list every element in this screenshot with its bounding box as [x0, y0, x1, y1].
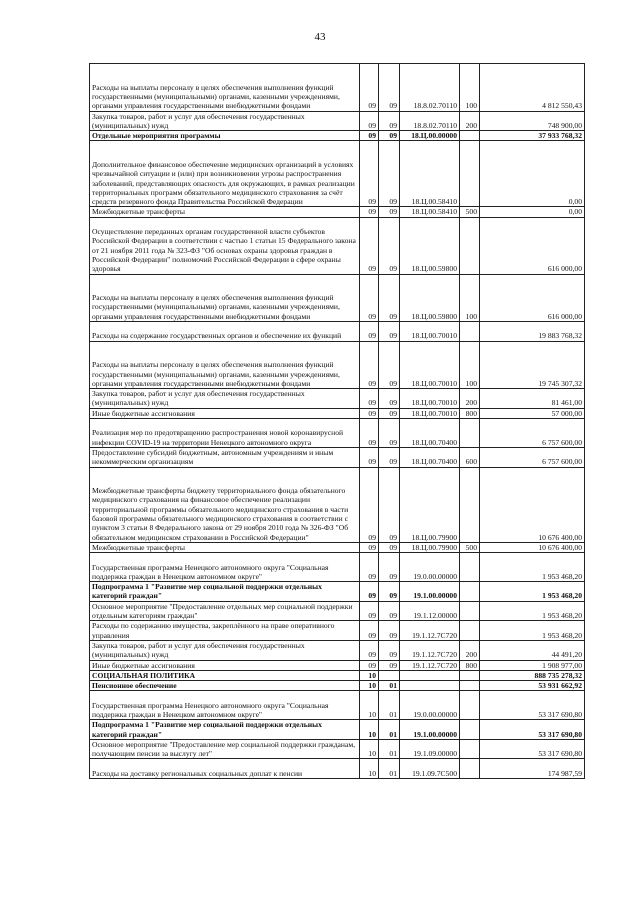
row-section-cell: 10 [360, 691, 379, 720]
row-amount-cell: 1 953 468,20 [480, 621, 585, 641]
row-section-cell: 09 [360, 408, 379, 418]
row-subsection-cell: 09 [379, 322, 400, 342]
row-name-cell: Закупка товаров, работ и услуг для обеспечения государственных (муниципальных) нужд [90, 389, 360, 409]
table-row [90, 739, 585, 759]
row-subsection-cell: 09 [379, 141, 400, 207]
page-number: 43 [314, 31, 326, 43]
row-subsection-cell: 09 [379, 467, 400, 542]
row-subsection-cell [379, 670, 400, 680]
row-amount-cell: 6 757 600,00 [480, 447, 585, 467]
row-name-cell: Отдельные мероприятия программы [90, 131, 360, 141]
row-amount-cell: 748 900,00 [480, 111, 585, 131]
table-row [90, 274, 585, 322]
row-subsection-cell: 09 [379, 582, 400, 602]
row-target-article-cell [400, 681, 460, 691]
row-expense-type-cell [460, 217, 480, 274]
row-target-article-cell: 18.Ц.00.00000 [400, 131, 460, 141]
row-expense-type-cell [460, 691, 480, 720]
row-subsection-cell: 09 [379, 217, 400, 274]
row-name-cell: Предоставление субсидий бюджетным, автономным учреждениям и иным некоммерческим организациям [90, 447, 360, 467]
row-amount-cell: 1 908 977,00 [480, 660, 585, 670]
row-name-cell: СОЦИАЛЬНАЯ ПОЛИТИКА [90, 670, 360, 680]
row-name-cell: Государственная программа Ненецкого автономного округа "Социальная поддержка граждан в Ненецком автономном округе" [90, 691, 360, 720]
table-row [90, 582, 585, 602]
row-amount-cell: 53 931 662,92 [480, 681, 585, 691]
row-amount-cell: 4 812 550,43 [480, 64, 585, 112]
row-subsection-cell: 09 [379, 207, 400, 217]
row-amount-cell: 81 461,00 [480, 389, 585, 409]
row-amount-cell: 19 745 307,32 [480, 341, 585, 389]
row-subsection-cell: 09 [379, 640, 400, 660]
row-expense-type-cell: 500 [460, 207, 480, 217]
row-subsection-cell: 09 [379, 131, 400, 141]
row-section-cell: 10 [360, 759, 379, 779]
row-expense-type-cell: 200 [460, 640, 480, 660]
table-row [90, 640, 585, 660]
row-amount-cell: 53 317 690,80 [480, 691, 585, 720]
row-expense-type-cell: 200 [460, 389, 480, 409]
row-name-cell: Подпрограмма 1 "Развитие мер социальной поддержки отдельных категорий граждан" [90, 720, 360, 740]
row-amount-cell: 174 987,59 [480, 759, 585, 779]
row-name-cell: Осуществление переданных органам государственной власти субъектов Российской Федерации в соответствии с частью 1 статьи 15 Федерального закона от 21 ноября 2011 года № 323-ФЗ "Об основах охраны здоровья граждан в Российской Федерации" полномочий Российской Федерации в сфере охраны здоровья [90, 217, 360, 274]
row-target-article-cell: 18.8.02.70110 [400, 64, 460, 112]
row-subsection-cell: 09 [379, 660, 400, 670]
row-name-cell: Закупка товаров, работ и услуг для обеспечения государственных (муниципальных) нужд [90, 111, 360, 131]
row-name-cell: Основное мероприятие "Предоставление мер социальной поддержки гражданам, получающим пенсии за выслугу лет" [90, 739, 360, 759]
table-row [90, 447, 585, 467]
table-row [90, 64, 585, 112]
row-expense-type-cell: 200 [460, 111, 480, 131]
row-expense-type-cell: 600 [460, 447, 480, 467]
row-name-cell: Расходы на содержание государственных органов и обеспечение их функций [90, 322, 360, 342]
row-target-article-cell: 19.1.09.00000 [400, 739, 460, 759]
row-target-article-cell: 19.0.00.00000 [400, 691, 460, 720]
row-amount-cell: 10 676 400,00 [480, 467, 585, 542]
row-target-article-cell: 18.Ц.00.70400 [400, 419, 460, 448]
table-row [90, 467, 585, 542]
table-row [90, 131, 585, 141]
row-subsection-cell: 09 [379, 408, 400, 418]
row-amount-cell: 1 953 468,20 [480, 601, 585, 621]
table-row [90, 419, 585, 448]
row-amount-cell: 0,00 [480, 141, 585, 207]
row-expense-type-cell [460, 322, 480, 342]
row-amount-cell: 616 000,00 [480, 274, 585, 322]
row-subsection-cell: 09 [379, 389, 400, 409]
row-name-cell: Межбюджетные трансферты [90, 542, 360, 552]
budget-table [89, 63, 585, 779]
row-name-cell: Подпрограмма 1 "Развитие мер социальной поддержки отдельных категорий граждан" [90, 582, 360, 602]
table-row [90, 217, 585, 274]
row-target-article-cell: 19.1.09.7С500 [400, 759, 460, 779]
row-section-cell: 10 [360, 720, 379, 740]
row-section-cell: 09 [360, 542, 379, 552]
row-expense-type-cell [460, 582, 480, 602]
row-subsection-cell: 09 [379, 542, 400, 552]
row-name-cell: Расходы на выплаты персоналу в целях обеспечения выполнения функций государственными (муниципальными) органами, казенными учреждениями, органами управления государственными внебюджетными фондами [90, 341, 360, 389]
row-subsection-cell: 09 [379, 447, 400, 467]
table-row [90, 207, 585, 217]
row-expense-type-cell: 100 [460, 341, 480, 389]
row-name-cell: Расходы по содержанию имущества, закреплённого на праве оперативного управления [90, 621, 360, 641]
row-target-article-cell: 18.Ц.00.70010 [400, 322, 460, 342]
row-name-cell: Государственная программа Ненецкого автономного округа "Социальная поддержка граждан в Ненецком автономном округе" [90, 553, 360, 582]
table-row [90, 322, 585, 342]
row-target-article-cell: 19.0.00.00000 [400, 553, 460, 582]
table-row [90, 389, 585, 409]
row-subsection-cell: 09 [379, 621, 400, 641]
row-amount-cell: 1 953 468,20 [480, 582, 585, 602]
row-section-cell: 09 [360, 640, 379, 660]
row-amount-cell: 6 757 600,00 [480, 419, 585, 448]
row-amount-cell: 37 933 768,32 [480, 131, 585, 141]
row-amount-cell: 888 735 278,32 [480, 670, 585, 680]
row-subsection-cell: 09 [379, 111, 400, 131]
row-target-article-cell: 19.1.00.00000 [400, 720, 460, 740]
table-row [90, 681, 585, 691]
table-row [90, 759, 585, 779]
table-row [90, 670, 585, 680]
row-amount-cell: 616 000,00 [480, 217, 585, 274]
row-section-cell: 10 [360, 670, 379, 680]
row-target-article-cell: 18.Ц.00.79900 [400, 467, 460, 542]
row-section-cell: 09 [360, 131, 379, 141]
row-target-article-cell: 18.Ц.00.70010 [400, 408, 460, 418]
row-name-cell: Иные бюджетные ассигнования [90, 660, 360, 670]
row-section-cell: 10 [360, 681, 379, 691]
row-target-article-cell: 18.Ц.00.70010 [400, 389, 460, 409]
row-name-cell: Дополнительное финансовое обеспечение медицинских организаций в условиях чрезвычайной ситуации и (или) при возникновении угрозы распространения заболеваний, представляющих опасность для окружающих, в рамках реализации территориальных программ обязательного медицинского страхования за счёт средств резервного фонда Правительства Российской Федерации [90, 141, 360, 207]
row-target-article-cell: 18.Ц.00.59800 [400, 274, 460, 322]
row-expense-type-cell [460, 759, 480, 779]
row-section-cell: 09 [360, 601, 379, 621]
row-target-article-cell: 19.1.12.7С720 [400, 640, 460, 660]
row-amount-cell: 19 883 768,32 [480, 322, 585, 342]
row-section-cell: 09 [360, 274, 379, 322]
row-target-article-cell: 19.1.00.00000 [400, 582, 460, 602]
row-expense-type-cell [460, 670, 480, 680]
row-expense-type-cell: 800 [460, 408, 480, 418]
row-amount-cell: 1 953 468,20 [480, 553, 585, 582]
row-target-article-cell: 18.Ц.00.70010 [400, 341, 460, 389]
table-row [90, 111, 585, 131]
row-expense-type-cell: 100 [460, 64, 480, 112]
table-row [90, 601, 585, 621]
table-row [90, 141, 585, 207]
row-amount-cell: 44 491,20 [480, 640, 585, 660]
row-section-cell: 09 [360, 322, 379, 342]
row-subsection-cell: 01 [379, 759, 400, 779]
table-row [90, 720, 585, 740]
row-target-article-cell: 18.Ц.00.79900 [400, 542, 460, 552]
row-section-cell: 09 [360, 621, 379, 641]
row-expense-type-cell [460, 621, 480, 641]
row-subsection-cell: 09 [379, 419, 400, 448]
row-name-cell: Межбюджетные трансферты [90, 207, 360, 217]
row-target-article-cell: 18.8.02.70110 [400, 111, 460, 131]
row-expense-type-cell [460, 720, 480, 740]
row-subsection-cell: 09 [379, 64, 400, 112]
row-name-cell: Иные бюджетные ассигнования [90, 408, 360, 418]
row-expense-type-cell: 800 [460, 660, 480, 670]
row-section-cell: 09 [360, 207, 379, 217]
row-subsection-cell: 09 [379, 553, 400, 582]
row-section-cell: 09 [360, 582, 379, 602]
row-section-cell: 09 [360, 389, 379, 409]
table-row [90, 660, 585, 670]
table-row [90, 542, 585, 552]
row-target-article-cell: 18.Ц.00.59800 [400, 217, 460, 274]
row-expense-type-cell: 500 [460, 542, 480, 552]
row-expense-type-cell [460, 601, 480, 621]
row-section-cell: 09 [360, 341, 379, 389]
row-section-cell: 09 [360, 553, 379, 582]
table-row [90, 691, 585, 720]
row-name-cell: Расходы на выплаты персоналу в целях обеспечения выполнения функций государственными (муниципальными) органами, казенными учреждениями, органами управления государственными внебюджетными фондами [90, 274, 360, 322]
row-subsection-cell: 01 [379, 739, 400, 759]
row-amount-cell: 53 317 690,80 [480, 720, 585, 740]
row-section-cell: 09 [360, 447, 379, 467]
row-expense-type-cell [460, 553, 480, 582]
row-section-cell: 10 [360, 739, 379, 759]
row-amount-cell: 57 000,00 [480, 408, 585, 418]
row-section-cell: 09 [360, 419, 379, 448]
row-target-article-cell: 19.1.12.00000 [400, 601, 460, 621]
row-name-cell: Закупка товаров, работ и услуг для обеспечения государственных (муниципальных) нужд [90, 640, 360, 660]
row-section-cell: 09 [360, 217, 379, 274]
row-target-article-cell: 19.1.12.7С720 [400, 621, 460, 641]
row-section-cell: 09 [360, 660, 379, 670]
row-expense-type-cell [460, 739, 480, 759]
row-section-cell: 09 [360, 64, 379, 112]
row-subsection-cell: 01 [379, 720, 400, 740]
row-target-article-cell: 18.Ц.00.58410 [400, 141, 460, 207]
row-name-cell: Реализация мер по предотвращению распространения новой коронавирусной инфекции COVID-19 на территории Ненецкого автономного округа [90, 419, 360, 448]
row-expense-type-cell [460, 467, 480, 542]
row-name-cell: Межбюджетные трансферты бюджету территориального фонда обязательного медицинского страхования на финансовое обеспечение реализации территориальной программы обязательного медицинского страхования в части базовой программы обязательного медицинского страхования в соответствии с пунктом 3 статьи 8 Федерального закона от 29 ноября 2010 года № 326-ФЗ "Об обязательном медицинском страховании в Российской Федерации" [90, 467, 360, 542]
table-row [90, 341, 585, 389]
row-amount-cell: 0,00 [480, 207, 585, 217]
row-amount-cell: 10 676 400,00 [480, 542, 585, 552]
table-row [90, 553, 585, 582]
row-subsection-cell: 01 [379, 681, 400, 691]
row-name-cell: Основное мероприятие "Предоставление отдельных мер социальной поддержки отдельным категориям граждан" [90, 601, 360, 621]
row-expense-type-cell [460, 141, 480, 207]
row-expense-type-cell [460, 131, 480, 141]
row-section-cell: 09 [360, 467, 379, 542]
row-expense-type-cell: 100 [460, 274, 480, 322]
row-subsection-cell: 09 [379, 341, 400, 389]
row-subsection-cell: 01 [379, 691, 400, 720]
row-target-article-cell: 18.Ц.00.58410 [400, 207, 460, 217]
budget-table-body [90, 64, 585, 779]
row-section-cell: 09 [360, 141, 379, 207]
row-target-article-cell: 18.Ц.00.70400 [400, 447, 460, 467]
row-target-article-cell: 19.1.12.7С720 [400, 660, 460, 670]
row-expense-type-cell [460, 419, 480, 448]
row-name-cell: Пенсионное обеспечение [90, 681, 360, 691]
row-section-cell: 09 [360, 111, 379, 131]
table-row [90, 408, 585, 418]
row-amount-cell: 53 317 690,80 [480, 739, 585, 759]
row-expense-type-cell [460, 681, 480, 691]
row-name-cell: Расходы на доставку региональных социальных доплат к пенсии [90, 759, 360, 779]
row-subsection-cell: 09 [379, 601, 400, 621]
row-name-cell: Расходы на выплаты персоналу в целях обеспечения выполнения функций государственными (муниципальными) органами, казенными учреждениями, органами управления государственными внебюджетными фондами [90, 64, 360, 112]
row-subsection-cell: 09 [379, 274, 400, 322]
table-row [90, 621, 585, 641]
row-target-article-cell [400, 670, 460, 680]
